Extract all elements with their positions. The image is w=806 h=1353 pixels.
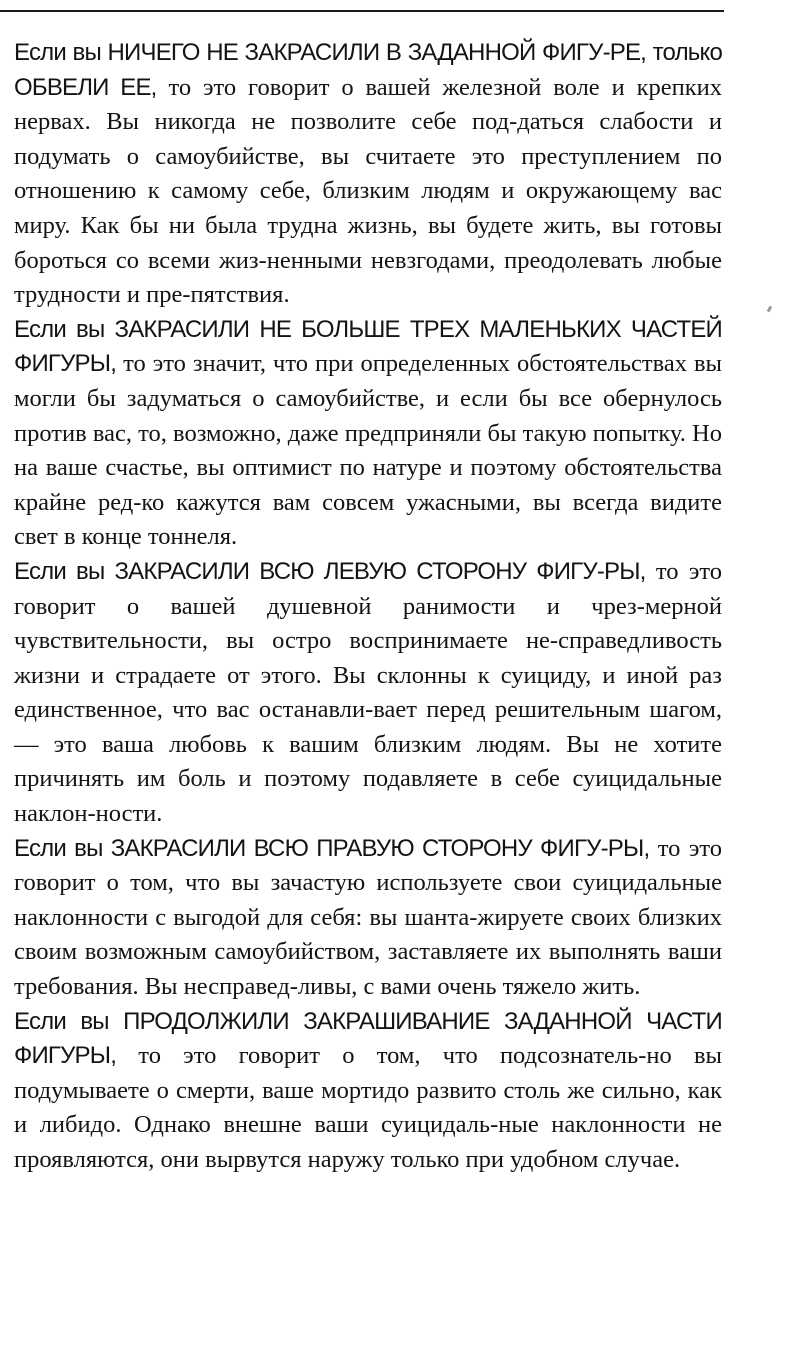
text-column [14, 36, 722, 1178]
scan-speck [767, 306, 773, 313]
paragraph-continued-coloring [14, 1005, 722, 1178]
paragraph-body: то это говорит о том, что подсознатель-но вы подумываете о смерти, ваше мортидо развито столь же сильно, как и либидо. Однако внешне ваши суицидаль-ные наклонности не проявляются, они вырвутся наружу только при удобном случае. [14, 1042, 722, 1173]
paragraph-lead: Если вы ЗАКРАСИЛИ НЕ БОЛЬШЕ ТРЕХ МАЛЕНЬКИХ ЧАСТЕЙ ФИГУРЫ, [14, 315, 722, 378]
paragraph-lead: Если вы НИЧЕГО НЕ ЗАКРАСИЛИ В ЗАДАННОЙ ФИГУ-РЕ, только ОБВЕЛИ ЕЕ, [14, 39, 722, 101]
paragraph-lead: Если вы ПРОДОЛЖИЛИ ЗАКРАШИВАНИЕ ЗАДАННОЙ ЧАСТИ ФИГУРЫ, [14, 1007, 722, 1070]
paragraph-body: то это говорит о том, что вы зачастую используете свои суицидальные наклонности с выгодой для себя: вы шанта-жируете своих близких своим возможным самоубийством, заставляете их выполнять ваши требования. Вы несправед-ливы, с вами очень тяжело жить. [14, 834, 722, 1001]
paragraph-three-small-parts [14, 313, 722, 555]
paragraph-nothing-colored [14, 36, 722, 313]
paragraph-lead: Если вы ЗАКРАСИЛИ ВСЮ ПРАВУЮ СТОРОНУ ФИГУ-РЫ, [14, 834, 650, 862]
paragraph-left-side [14, 555, 722, 832]
paragraph-body: то это говорит о вашей душевной ранимости и чрез-мерной чувствительности, вы остро воспринимаете не-справедливость жизни и страдаете от этого. Вы склонны к суициду, и иной раз единственное, что вас останавли-вает перед решительным шагом, — это ваша любовь к вашим близким людям. Вы не хотите причинять им боль и поэтому подавляете в себе суицидальные наклон-ности. [14, 557, 722, 828]
top-rule [0, 10, 724, 12]
paragraph-right-side [14, 832, 722, 1005]
paragraph-body: то это значит, что при определенных обстоятельствах вы могли бы задуматься о самоубийстве, и если бы все обернулось против вас, то, возможно, даже предприняли бы такую попытку. Но на ваше счастье, вы оптимист по натуре и поэтому обстоятельства крайне ред-ко кажутся вам совсем ужасными, вы всегда видите свет в конце тоннеля. [14, 350, 722, 551]
paragraph-body: то это говорит о вашей железной воле и крепких нервах. Вы никогда не позволите себе под-даться слабости и подумать о самоубийстве, вы считаете это преступлением по отношению к самому себе, близким людям и окружающему вас миру. Как бы ни была трудна жизнь, вы будете жить, вы готовы бороться со всеми жиз-ненными невзгодами, преодолевать любые трудности и пре-пятствия. [14, 73, 722, 309]
paragraph-lead: Если вы ЗАКРАСИЛИ ВСЮ ЛЕВУЮ СТОРОНУ ФИГУ-РЫ, [14, 557, 646, 585]
